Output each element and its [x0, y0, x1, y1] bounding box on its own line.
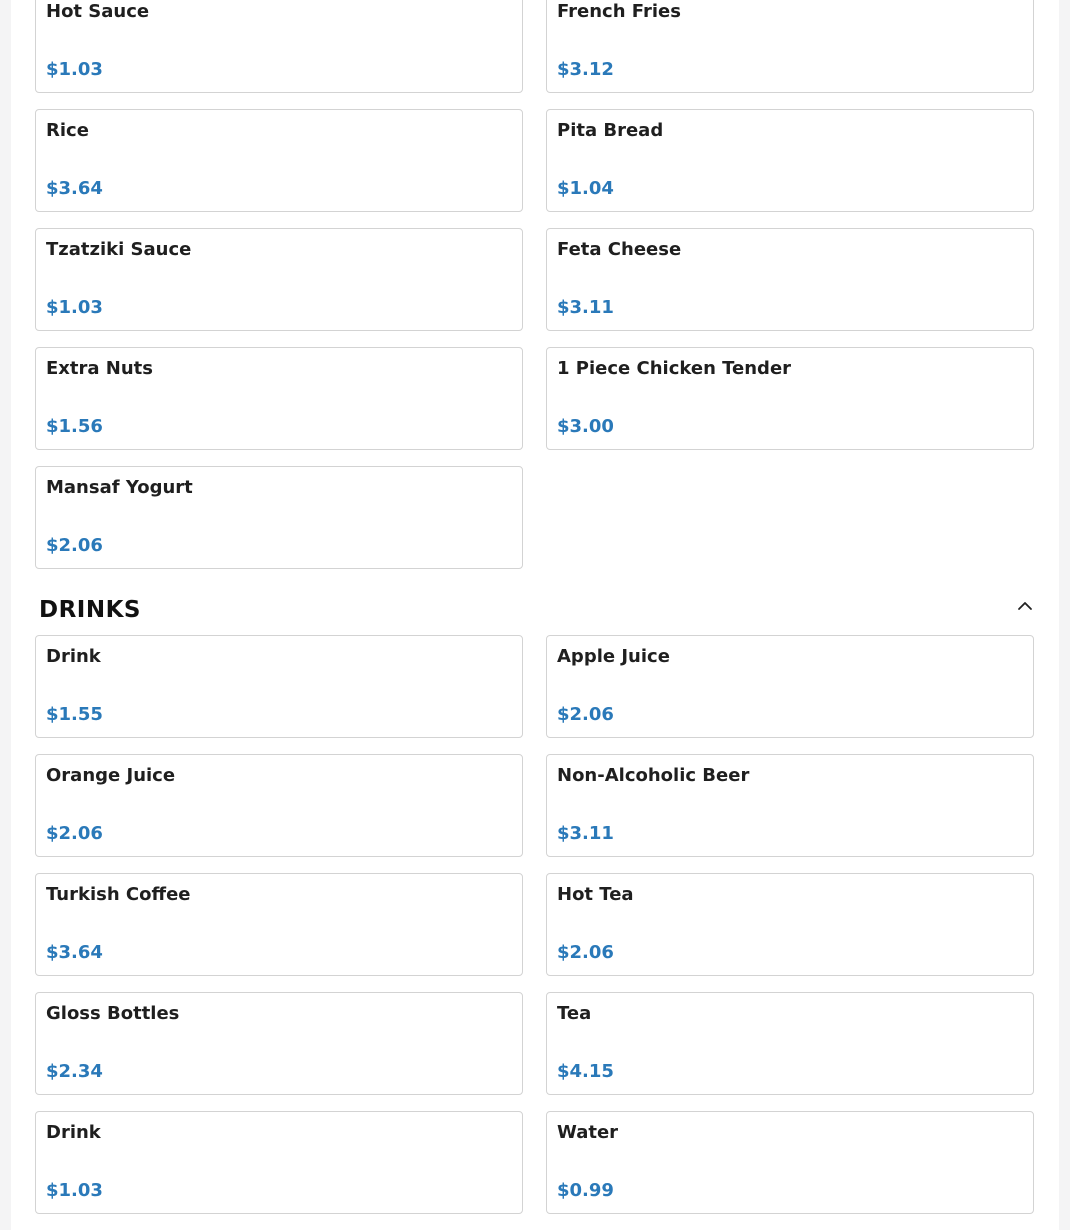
menu-item-price: $1.55 [46, 704, 103, 725]
menu-item-name: Hot Tea [557, 884, 634, 905]
menu-item-price: $3.11 [557, 297, 614, 318]
menu-item-card[interactable] [546, 109, 1034, 212]
menu-item-price: $3.12 [557, 59, 614, 80]
menu-item-name: Pita Bread [557, 120, 664, 141]
menu-item-price: $2.34 [46, 1061, 103, 1082]
menu-item-price: $3.11 [557, 823, 614, 844]
menu-item-name: Rice [46, 120, 89, 141]
menu-page [11, 0, 1059, 1230]
drinks-section-header[interactable] [35, 593, 1034, 633]
drinks-item-grid [35, 635, 1034, 1214]
menu-item-card[interactable] [35, 228, 523, 331]
menu-item-card[interactable] [546, 992, 1034, 1095]
menu-item-price: $2.06 [46, 823, 103, 844]
menu-item-card[interactable] [35, 754, 523, 857]
menu-item-price: $1.56 [46, 416, 103, 437]
menu-item-name: Mansaf Yogurt [46, 477, 193, 498]
menu-item-card[interactable] [546, 873, 1034, 976]
menu-item-name: French Fries [557, 1, 681, 22]
sides-item-grid [35, 0, 1034, 569]
menu-item-name: Drink [46, 646, 101, 667]
menu-item-name: Water [557, 1122, 619, 1143]
menu-item-card[interactable] [546, 228, 1034, 331]
menu-item-name: Tea [557, 1003, 592, 1024]
menu-item-price: $2.06 [46, 535, 103, 556]
menu-item-price: $0.99 [557, 1180, 614, 1201]
menu-item-price: $3.00 [557, 416, 614, 437]
menu-item-card[interactable] [546, 754, 1034, 857]
menu-item-name: Turkish Coffee [46, 884, 191, 905]
section-title: DRINKS [39, 597, 141, 623]
menu-item-price: $2.06 [557, 704, 614, 725]
menu-item-card[interactable] [546, 347, 1034, 450]
menu-item-price: $4.15 [557, 1061, 614, 1082]
menu-item-card[interactable] [35, 992, 523, 1095]
menu-item-card[interactable] [35, 1111, 523, 1214]
menu-item-card[interactable] [35, 466, 523, 569]
menu-item-name: Orange Juice [46, 765, 176, 786]
menu-item-price: $1.03 [46, 297, 103, 318]
menu-item-card[interactable] [35, 109, 523, 212]
menu-item-name: Non-Alcoholic Beer [557, 765, 750, 786]
menu-item-name: Apple Juice [557, 646, 670, 667]
menu-item-card[interactable] [35, 635, 523, 738]
menu-item-card[interactable] [546, 1111, 1034, 1214]
menu-item-name: Feta Cheese [557, 239, 682, 260]
menu-item-price: $3.64 [46, 178, 103, 199]
menu-item-card[interactable] [546, 0, 1034, 93]
menu-item-name: Hot Sauce [46, 1, 150, 22]
menu-item-price: $2.06 [557, 942, 614, 963]
menu-item-name: Tzatziki Sauce [46, 239, 192, 260]
menu-item-card[interactable] [35, 873, 523, 976]
menu-item-price: $1.03 [46, 59, 103, 80]
menu-item-card[interactable] [35, 0, 523, 93]
menu-item-name: Drink [46, 1122, 101, 1143]
menu-item-name: 1 Piece Chicken Tender [557, 358, 792, 379]
menu-item-price: $1.04 [557, 178, 614, 199]
menu-item-name: Gloss Bottles [46, 1003, 180, 1024]
menu-item-card[interactable] [546, 635, 1034, 738]
chevron-up-icon[interactable] [1016, 597, 1034, 615]
menu-item-card[interactable] [35, 347, 523, 450]
menu-item-name: Extra Nuts [46, 358, 153, 379]
menu-item-price: $1.03 [46, 1180, 103, 1201]
menu-item-price: $3.64 [46, 942, 103, 963]
